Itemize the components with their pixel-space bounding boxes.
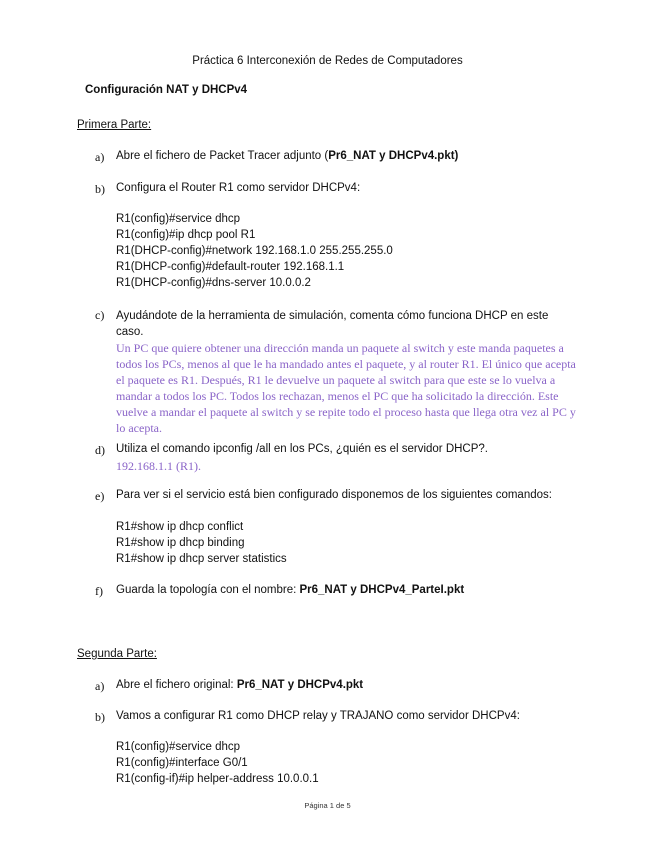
item-letter: c) — [95, 308, 105, 322]
command-line: R1#show ip dhcp conflict — [116, 521, 244, 533]
item-letter: e) — [95, 489, 105, 503]
config-line: R1(config)#interface G0/1 — [116, 757, 248, 769]
page-footer: Página 1 de 5 — [304, 801, 351, 810]
item-a-text: Abre el fichero de Packet Tracer adjunto (Pr6_NAT y DHCPv4.pkt) — [116, 150, 459, 162]
item-letter: b) — [95, 182, 105, 196]
section-heading: Configuración NAT y DHCPv4 — [85, 84, 248, 96]
item-d-text: Utiliza el comando ipconfig /all en los PCs, ¿quién es el servidor DHCP?. — [116, 443, 488, 455]
answer-c: Un PC que quiere obtener una dirección manda un paquete al switch y este manda paquetes a todos los PCs, menos al que le ha mandado antes el paquete, y al router R1. El único que acepta el paquete es R1. Después, R1 le devuelve un paquete al switch para que este se lo vuelva a mandar a todos los PC. Todos los rechazan, menos el PC que ha solicitado la dirección. Este vuelve a mandar el paquete al switch y se repite todo el proceso hasta que llega otra vez al PC y lo acepta. — [116, 341, 576, 435]
document-title: Práctica 6 Interconexión de Redes de Computadores — [192, 55, 463, 67]
part2-item-a-text: Abre el fichero original: Pr6_NAT y DHCPv4.pkt — [116, 679, 364, 691]
part2-heading: Segunda Parte: — [77, 648, 157, 660]
part1-heading: Primera Parte: — [77, 119, 152, 131]
config-line: R1(config-if)#ip helper-address 10.0.0.1 — [116, 773, 319, 785]
config-line: R1(config)#ip dhcp pool R1 — [116, 229, 256, 241]
config-line: R1(DHCP-config)#default-router 192.168.1.1 — [116, 261, 345, 273]
item-b-text: Configura el Router R1 como servidor DHCPv4: — [116, 182, 361, 194]
config-line: R1(DHCP-config)#network 192.168.1.0 255.255.255.0 — [116, 245, 393, 257]
command-line: R1#show ip dhcp server statistics — [116, 553, 287, 565]
item-c-text: Ayudándote de la herramienta de simulación, comenta cómo funciona DHCP en este caso. — [116, 310, 549, 338]
part2-item-b-text: Vamos a configurar R1 como DHCP relay y TRAJANO como servidor DHCPv4: — [116, 710, 520, 722]
answer-d: 192.168.1.1 (R1). — [116, 459, 201, 473]
item-e-text: Para ver si el servicio está bien configurado disponemos de los siguientes comandos: — [116, 489, 552, 501]
item-letter: f) — [95, 584, 103, 598]
item-letter: a) — [95, 150, 105, 164]
config-line: R1(DHCP-config)#dns-server 10.0.0.2 — [116, 277, 311, 289]
command-line: R1#show ip dhcp binding — [116, 537, 245, 549]
item-f-text: Guarda la topología con el nombre: Pr6_NAT y DHCPv4_ParteI.pkt — [116, 584, 465, 596]
config-line: R1(config)#service dhcp — [116, 741, 241, 753]
item-letter: a) — [95, 679, 105, 693]
config-line: R1(config)#service dhcp — [116, 213, 241, 225]
item-letter: d) — [95, 443, 105, 457]
item-letter: b) — [95, 710, 105, 724]
